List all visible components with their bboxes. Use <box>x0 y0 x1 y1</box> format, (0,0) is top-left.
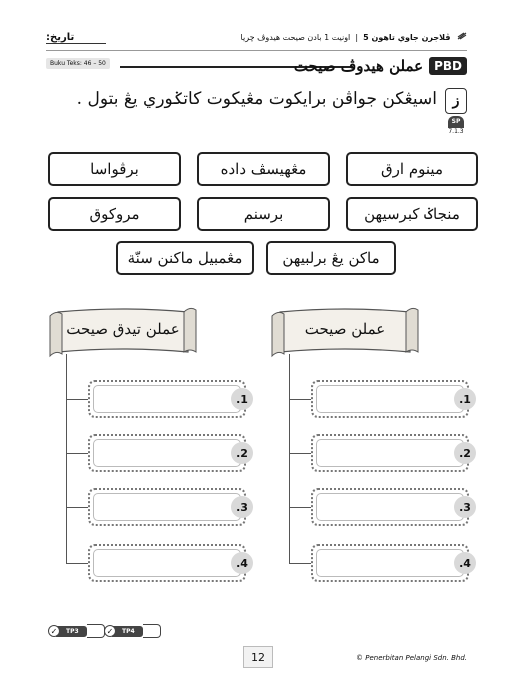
header-divider <box>46 50 467 51</box>
copyright: © Penerbitan Pelangi Sdn. Bhd. <box>356 654 467 662</box>
column-heading-healthy <box>270 306 420 358</box>
unit-name: اونيت 1 بادن صيحت هيدوڤ چريا <box>240 33 351 42</box>
answer-box[interactable] <box>88 380 246 418</box>
sp-code: 7.1.3 <box>448 128 464 135</box>
word-card[interactable]: ماكن يڠ برلبيهن <box>266 241 396 275</box>
word-card[interactable]: برسنم <box>197 197 330 231</box>
connector-line <box>66 563 88 564</box>
answer-box[interactable] <box>88 544 246 582</box>
date-label: تاريخ: <box>46 32 75 43</box>
item-number: .2 <box>454 442 476 464</box>
pbd-badge: PBD <box>429 57 467 75</box>
word-card[interactable]: مروكوق <box>48 197 181 231</box>
answer-box[interactable] <box>88 488 246 526</box>
word-card[interactable]: مينوم ارق <box>346 152 478 186</box>
item-number: .1 <box>454 388 476 410</box>
page-number: 12 <box>243 646 273 668</box>
buku-teks-reference: Buku Teks: 46 – 50 <box>46 58 110 69</box>
answer-box[interactable] <box>311 544 469 582</box>
item-number: .4 <box>231 552 253 574</box>
series-name: ڤلاجرن جاوي تاهون 5 <box>363 33 451 42</box>
tp-label: TP3 <box>56 626 87 637</box>
column-heading-unhealthy-label: عملن تيدق صيحت <box>66 320 180 338</box>
item-number: .3 <box>231 496 253 518</box>
item-number: .1 <box>231 388 253 410</box>
date-line <box>46 43 106 44</box>
word-card[interactable]: مڠمبيل ماكنن سنّة <box>116 241 254 275</box>
connector-line <box>66 453 88 454</box>
answer-box[interactable] <box>311 380 469 418</box>
item-number: .4 <box>454 552 476 574</box>
connector-line <box>66 399 88 400</box>
item-number: .2 <box>231 442 253 464</box>
connector-line <box>289 399 311 400</box>
word-card[interactable]: برڤواسا <box>48 152 181 186</box>
letter-icon: ز <box>445 88 467 114</box>
column-heading-healthy-label: عملن صيحت <box>304 320 386 338</box>
page-title: عملن هيدوڤ صيحت <box>293 57 424 75</box>
word-card[interactable]: مڠهيسڤ داده <box>197 152 330 186</box>
connector-line <box>289 453 311 454</box>
tp-badge <box>104 624 161 638</box>
pelangi-logo-icon <box>457 32 467 42</box>
answer-box[interactable] <box>311 488 469 526</box>
column-heading-unhealthy <box>48 306 198 358</box>
title-row <box>294 55 467 77</box>
tp-label: TP4 <box>112 626 143 637</box>
tp-rating-box <box>87 624 105 638</box>
connector-line <box>66 507 88 508</box>
check-icon: ✓ <box>48 625 60 637</box>
answer-box[interactable] <box>311 434 469 472</box>
connector-line <box>289 354 290 564</box>
word-card[interactable]: منجاݢ كبرسيهن <box>346 197 478 231</box>
instruction-text: اسيڠكن جواڤن برايكوت مڠيكوت كاتݢوري يڠ بتول . <box>76 89 437 109</box>
answer-box[interactable] <box>88 434 246 472</box>
sp-badge: SP <box>448 116 464 128</box>
item-number: .3 <box>454 496 476 518</box>
page-header <box>46 30 467 46</box>
tp-rating-box <box>143 624 161 638</box>
tp-badge <box>48 624 105 638</box>
connector-line <box>289 507 311 508</box>
connector-line <box>289 563 311 564</box>
connector-line <box>66 354 67 564</box>
check-icon: ✓ <box>104 625 116 637</box>
series-info: ڤلاجرن جاوي تاهون 5 | اونيت 1 بادن صيحت هيدوڤ چريا <box>241 32 467 42</box>
